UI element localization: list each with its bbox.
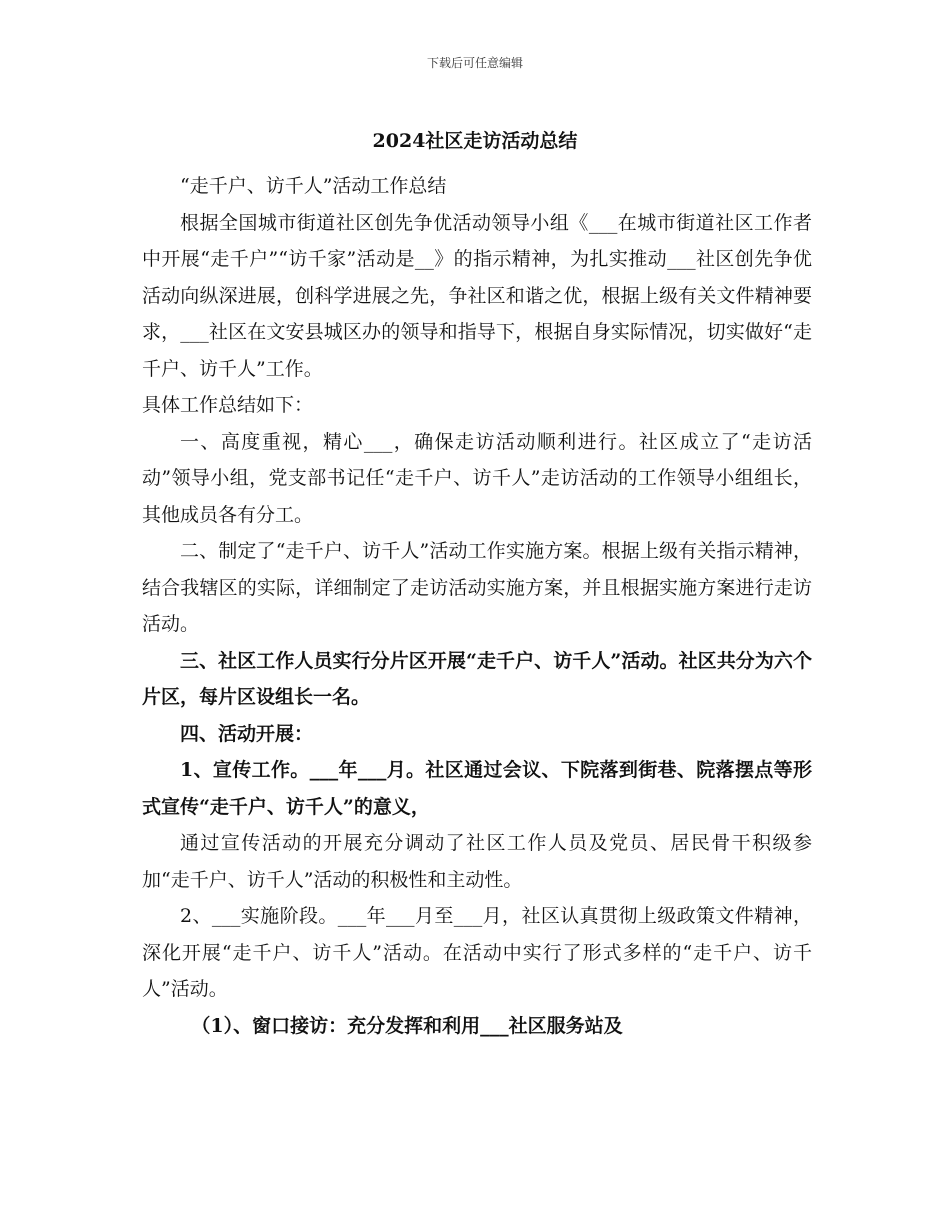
subtitle-paragraph: “走千户、访千人”活动工作总结	[180, 175, 447, 197]
page-header: 下载后可任意编辑	[426, 56, 523, 70]
summary-lead: 具体工作总结如下：	[142, 394, 314, 416]
document-title: 2024社区走访活动总结	[372, 130, 578, 152]
section-3-paragraph: 三、社区工作人员实行分片区开展“走千户、访千人”活动。社区共分为六个片区，每片区设组长一名。	[142, 649, 812, 708]
intro-paragraph: 根据全国城市街道社区创先争优活动领导小组《___在城市街道社区工作者中开展“走千户”“访千家”活动是__》的指示精神，为扎实推动___社区创先争优活动向纵深进展，创科学进展之先，争社区和谐之优，根据上级有关文件精神要求，___社区在文安县城区办的领导和指导下，根据自身实际情况，切实做好“走千户、访千人”工作。	[142, 211, 812, 380]
document-body	[142, 168, 812, 1044]
subitem-1-paragraph: （1）、窗口接访：充分发挥和利用___社区服务站及	[191, 1014, 623, 1037]
item-1-detail: 通过宣传活动的开展充分调动了社区工作人员及党员、居民骨干积级参加“走千户、访千人”活动的积极性和主动性。	[142, 832, 812, 891]
section-1-paragraph: 一、高度重视，精心___，确保走访活动顺利进行。社区成立了“走访活动”领导小组，党支部书记任“走千户、访千人”走访活动的工作领导小组组长，其他成员各有分工。	[142, 430, 812, 526]
section-4-heading: 四、活动开展：	[180, 722, 314, 745]
section-2-paragraph: 二、制定了“走千户、访千人”活动工作实施方案。根据上级有关指示精神，结合我辖区的实际，详细制定了走访活动实施方案，并且根据实施方案进行走访活动。	[142, 540, 812, 635]
item-1-paragraph: 1、宣传工作。___年___月。社区通过会议、下院落到街巷、院落摆点等形式宣传“走千户、访千人”的意义，	[142, 759, 812, 818]
item-2-paragraph: 2、___实施阶段。___年___月至___月，社区认真贯彻上级政策文件精神，深化开展“走千户、访千人”活动。在活动中实行了形式多样的“走千户、访千人”活动。	[142, 905, 812, 1000]
